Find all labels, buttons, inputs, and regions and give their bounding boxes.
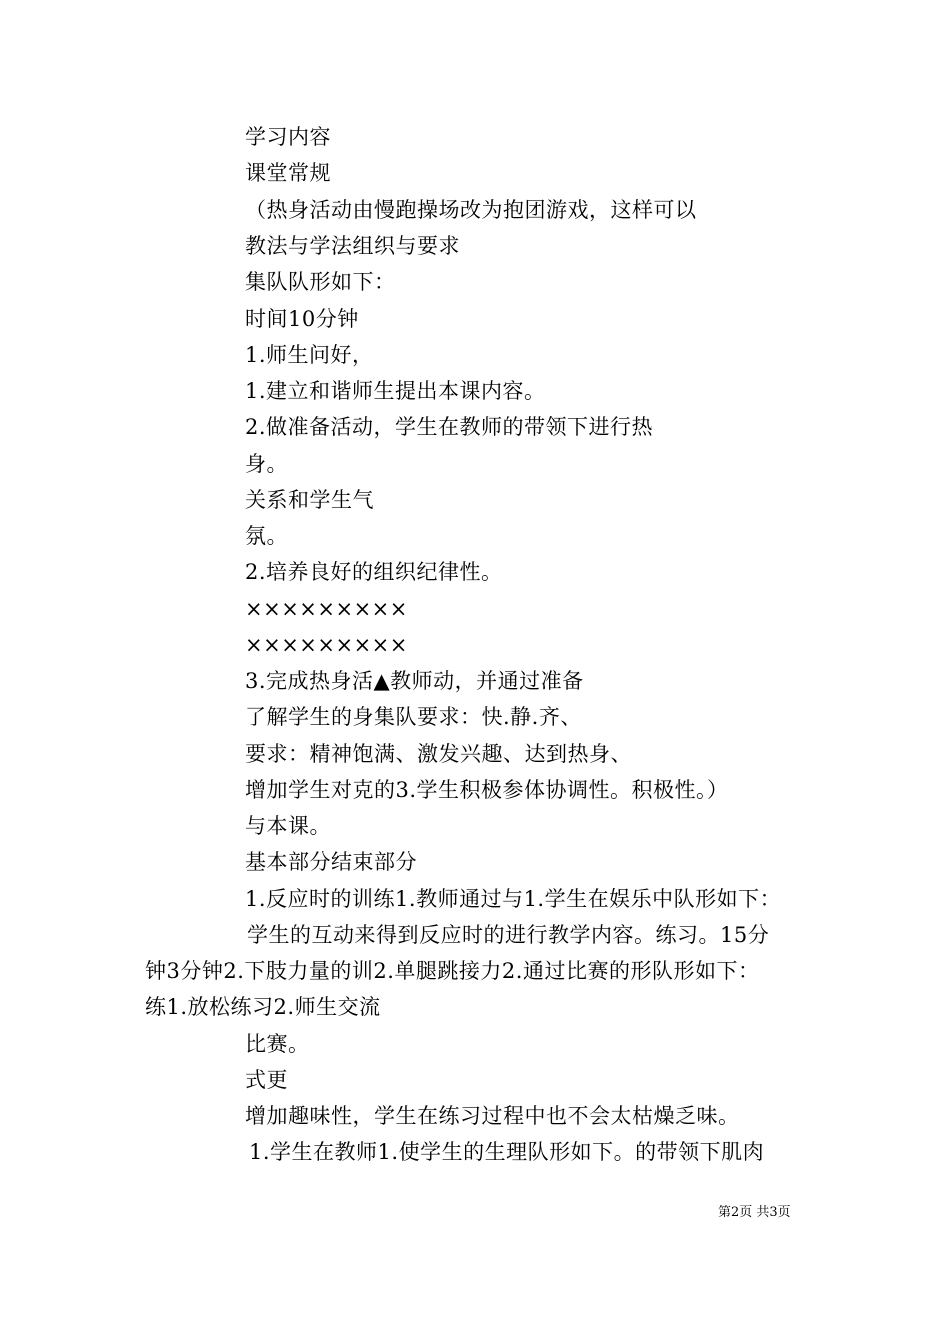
text-line: 1.师生问好， bbox=[245, 343, 374, 367]
text-line: 身。 bbox=[245, 452, 288, 476]
text-line: 1.反应时的训练1.教师通过与1.学生在娱乐中队形如下： bbox=[245, 887, 782, 911]
text-line: 比赛。 bbox=[245, 1032, 310, 1056]
text-line: 氛。 bbox=[245, 524, 288, 548]
text-line: 钟3分钟2.下肢力量的训2.单腿跳接力2.通过比赛的形队形如下： bbox=[145, 959, 760, 983]
text-line: 学生的互动来得到反应时的进行教学内容。练习。15分 bbox=[247, 923, 770, 947]
formation-row: ××××××××× bbox=[245, 633, 408, 657]
text-line: 2.培养良好的组织纪律性。 bbox=[245, 560, 503, 584]
formation-row: ××××××××× bbox=[245, 597, 408, 621]
text-line: 式更 bbox=[245, 1068, 288, 1092]
text-line: 1.学生在教师1.使学生的生理队形如下。的带领下肌肉 bbox=[249, 1140, 765, 1164]
text-line: 3.完成热身活▲教师动，并通过准备 bbox=[245, 669, 584, 693]
text-line: 时间10分钟 bbox=[245, 307, 359, 331]
text-line: 增加趣味性，学生在练习过程中也不会太枯燥乏味。 bbox=[245, 1104, 740, 1128]
text-line: 练1.放松练习2.师生交流 bbox=[145, 995, 381, 1019]
text-line: 与本课。 bbox=[245, 814, 331, 838]
text-line: 2.做准备活动，学生在教师的带领下进行热 bbox=[245, 415, 654, 439]
text-line: 关系和学生气 bbox=[245, 488, 374, 512]
page-number-footer: 第2页 共3页 bbox=[718, 1205, 791, 1220]
text-line: 学习内容 bbox=[245, 125, 331, 149]
text-line: 基本部分结束部分 bbox=[245, 850, 417, 874]
text-line: 集队队形如下： bbox=[245, 270, 396, 294]
text-line: 教法与学法组织与要求 bbox=[245, 234, 460, 258]
text-line: 了解学生的身集队要求：快.静.齐、 bbox=[245, 705, 582, 729]
text-line: （热身活动由慢跑操场改为抱团游戏，这样可以 bbox=[245, 198, 697, 222]
text-line: 增加学生对克的3.学生积极参体协调性。积极性。） bbox=[245, 778, 729, 802]
text-line: 要求：精神饱满、激发兴趣、达到热身、 bbox=[245, 742, 632, 766]
text-line: 课堂常规 bbox=[245, 161, 331, 185]
text-line: 1.建立和谐师生提出本课内容。 bbox=[245, 379, 546, 403]
